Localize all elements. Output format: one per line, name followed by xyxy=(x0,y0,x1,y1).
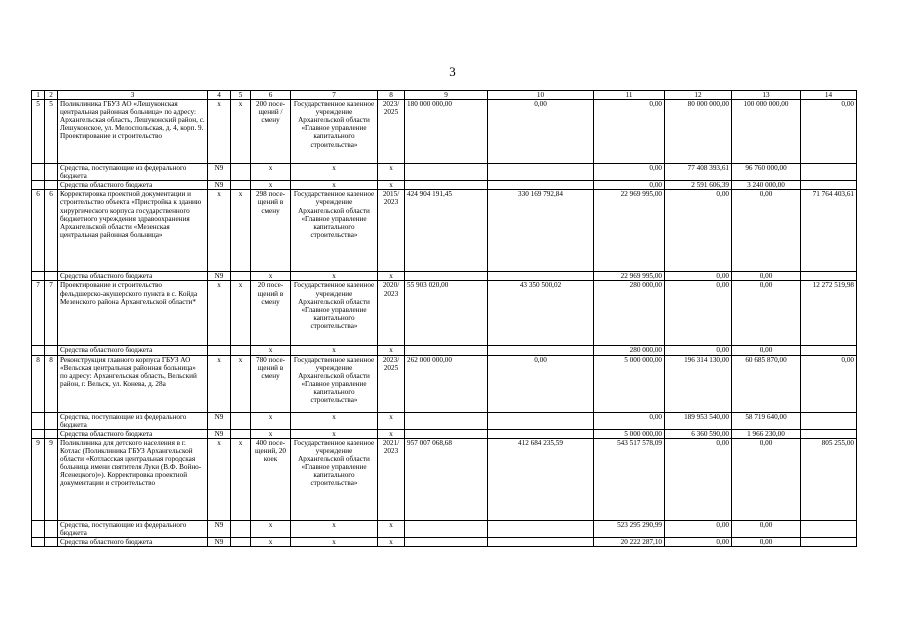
column-5 xyxy=(231,181,251,190)
object-number xyxy=(45,412,58,429)
column-4: N9 xyxy=(208,181,231,190)
column-4: N9 xyxy=(208,164,231,181)
amount-col-12: 77 408 393,61 xyxy=(665,164,732,181)
financed-before xyxy=(488,429,594,438)
object-number xyxy=(45,538,58,547)
object-name: Поликлиника ГБУЗ АО «Лешуконская центральная районная больница» по адресу: Архангельская область, Лешуконский район, с. Лешуконское, ул. Мелоспольская, д. 4, корп. 9. Проектирование и строительство xyxy=(58,100,208,164)
header-cell: 14 xyxy=(801,91,857,100)
budget-table xyxy=(31,90,857,547)
object-number xyxy=(45,346,58,355)
amount-col-11: 0,00 xyxy=(594,164,665,181)
total-cost xyxy=(405,520,488,537)
header-cell: 5 xyxy=(231,91,251,100)
object-number: 8 xyxy=(45,355,58,412)
amount-col-11: 543 517 578,09 xyxy=(594,438,665,520)
total-cost xyxy=(405,164,488,181)
total-cost: 180 000 000,00 xyxy=(405,100,488,164)
total-cost xyxy=(405,412,488,429)
remaining: 805 255,00 xyxy=(801,438,857,520)
capacity: х xyxy=(251,538,291,547)
header-cell: 1 xyxy=(32,91,45,100)
amount-col-12: 196 314 130,00 xyxy=(665,355,732,412)
period: х xyxy=(378,272,405,281)
amount-col-11: 0,00 xyxy=(594,181,665,190)
amount-col-12: 0,00 xyxy=(665,346,732,355)
object-name: Поликлиника для детского населения в г. Котлас (Поликлиника ГБУЗ Архангельской области «Котласская центральная городская больница имени святителя Луки (В.Ф. Войно-Ясенецкого)»). Корректировка проектной документации и строительство xyxy=(58,438,208,520)
object-name: Корректировка проектной документации и строительство объекта «Пристройка к зданию хирургического корпуса государственного бюджетного учреждения здравоохранения Архангельской области «Мезенская центральная районная больница» xyxy=(58,190,208,272)
column-4: N9 xyxy=(208,272,231,281)
amount-col-11: 523 295 290,99 xyxy=(594,520,665,537)
amount-col-12: 0,00 xyxy=(665,190,732,272)
header-cell: 9 xyxy=(405,91,488,100)
table-row-funding xyxy=(32,346,857,355)
object-name: Реконструкция главного корпуса ГБУЗ АО «Вельская центральная районная больница» по адресу: Архангельская область, Вельский район, г. Вельск, ул. Конева, д. 28а xyxy=(58,355,208,412)
amount-col-11: 0,00 xyxy=(594,100,665,164)
column-4: N9 xyxy=(208,429,231,438)
page-number: 3 xyxy=(449,64,456,79)
column-5 xyxy=(231,164,251,181)
amount-col-13: 3 240 000,00 xyxy=(732,181,801,190)
object-number xyxy=(45,272,58,281)
column-4: х xyxy=(208,355,231,412)
customer: Государственное казенное учреждение Архангельской области «Главное управление капитального строительства» xyxy=(291,355,378,412)
amount-col-12: 189 953 540,00 xyxy=(665,412,732,429)
table-row-object xyxy=(32,281,857,346)
header-cell: 4 xyxy=(208,91,231,100)
period: 2023/ 2025 xyxy=(378,100,405,164)
financed-before xyxy=(488,164,594,181)
customer: х xyxy=(291,346,378,355)
capacity: 298 посе-щений в смену xyxy=(251,190,291,272)
amount-col-11: 5 000 000,00 xyxy=(594,355,665,412)
object-number xyxy=(45,429,58,438)
customer: х xyxy=(291,429,378,438)
remaining xyxy=(801,272,857,281)
amount-col-12: 0,00 xyxy=(665,520,732,537)
customer: х xyxy=(291,164,378,181)
remaining xyxy=(801,181,857,190)
capacity: х xyxy=(251,346,291,355)
period: х xyxy=(378,181,405,190)
amount-col-13: 100 000 000,00 xyxy=(732,100,801,164)
amount-col-11: 22 969 995,00 xyxy=(594,272,665,281)
customer: Государственное казенное учреждение Архангельской области «Главное управление капитального строительства» xyxy=(291,281,378,346)
customer: Государственное казенное учреждение Архангельской области «Главное управление капитального строительства» xyxy=(291,190,378,272)
amount-col-13: 0,00 xyxy=(732,281,801,346)
table-row-object xyxy=(32,190,857,272)
column-5 xyxy=(231,520,251,537)
capacity: х xyxy=(251,181,291,190)
total-cost xyxy=(405,538,488,547)
table-row-funding xyxy=(32,538,857,547)
amount-col-13: 96 760 000,00 xyxy=(732,164,801,181)
row-number xyxy=(32,429,45,438)
financed-before: 43 350 500,02 xyxy=(488,281,594,346)
remaining xyxy=(801,164,857,181)
row-number xyxy=(32,520,45,537)
customer: х xyxy=(291,520,378,537)
period: х xyxy=(378,429,405,438)
row-number: 7 xyxy=(32,281,45,346)
row-number: 8 xyxy=(32,355,45,412)
capacity: х xyxy=(251,272,291,281)
remaining xyxy=(801,346,857,355)
remaining: 0,00 xyxy=(801,100,857,164)
customer: х xyxy=(291,538,378,547)
financed-before xyxy=(488,538,594,547)
row-number xyxy=(32,346,45,355)
column-4: х xyxy=(208,438,231,520)
object-number: 5 xyxy=(45,100,58,164)
amount-col-13: 0,00 xyxy=(732,272,801,281)
amount-col-13: 0,00 xyxy=(732,346,801,355)
object-name: Средства, поступающие из федерального бюджета xyxy=(58,164,208,181)
header-cell: 10 xyxy=(488,91,594,100)
amount-col-13: 0,00 xyxy=(732,520,801,537)
period: х xyxy=(378,538,405,547)
column-4: х xyxy=(208,100,231,164)
customer: х xyxy=(291,272,378,281)
object-name: Средства областного бюджета xyxy=(58,429,208,438)
table-row-funding xyxy=(32,520,857,537)
financed-before: 0,00 xyxy=(488,355,594,412)
row-number xyxy=(32,538,45,547)
table-row-funding xyxy=(32,272,857,281)
amount-col-11: 280 000,00 xyxy=(594,281,665,346)
object-name: Средства областного бюджета xyxy=(58,272,208,281)
customer: Государственное казенное учреждение Архангельской области «Главное управление капитального строительства» xyxy=(291,438,378,520)
header-cell: 8 xyxy=(378,91,405,100)
period: 2021/ 2023 xyxy=(378,438,405,520)
capacity: х xyxy=(251,412,291,429)
amount-col-13: 0,00 xyxy=(732,190,801,272)
capacity: 780 посе-щений в смену xyxy=(251,355,291,412)
column-5 xyxy=(231,429,251,438)
financed-before xyxy=(488,520,594,537)
amount-col-12: 80 000 000,00 xyxy=(665,100,732,164)
capacity: х xyxy=(251,520,291,537)
object-number: 6 xyxy=(45,190,58,272)
amount-col-13: 0,00 xyxy=(732,438,801,520)
amount-col-13: 60 685 870,00 xyxy=(732,355,801,412)
header-cell: 6 xyxy=(251,91,291,100)
total-cost: 55 903 020,00 xyxy=(405,281,488,346)
period: 2023/ 2025 xyxy=(378,355,405,412)
financed-before xyxy=(488,346,594,355)
capacity: 200 посе-щений /смену xyxy=(251,100,291,164)
table-row-funding xyxy=(32,412,857,429)
amount-col-13: 0,00 xyxy=(732,538,801,547)
table-row-funding xyxy=(32,429,857,438)
column-5: х xyxy=(231,438,251,520)
object-name: Средства областного бюджета xyxy=(58,538,208,547)
column-4: х xyxy=(208,281,231,346)
financed-before: 412 684 235,59 xyxy=(488,438,594,520)
capacity: 400 посе-щений, 20 коек xyxy=(251,438,291,520)
capacity: 20 посе-щений в смену xyxy=(251,281,291,346)
period: х xyxy=(378,346,405,355)
remaining xyxy=(801,520,857,537)
row-number xyxy=(32,412,45,429)
total-cost xyxy=(405,272,488,281)
financed-before xyxy=(488,412,594,429)
row-number xyxy=(32,164,45,181)
customer: Государственное казенное учреждение Архангельской области «Главное управление капитального строительства» xyxy=(291,100,378,164)
column-4: N9 xyxy=(208,520,231,537)
header-row xyxy=(32,91,857,100)
total-cost: 262 000 000,00 xyxy=(405,355,488,412)
period: х xyxy=(378,520,405,537)
amount-col-11: 22 969 995,00 xyxy=(594,190,665,272)
column-5 xyxy=(231,412,251,429)
total-cost xyxy=(405,429,488,438)
object-number xyxy=(45,181,58,190)
amount-col-11: 5 000 000,00 xyxy=(594,429,665,438)
header-cell: 11 xyxy=(594,91,665,100)
row-number xyxy=(32,272,45,281)
header-cell: 13 xyxy=(732,91,801,100)
remaining xyxy=(801,429,857,438)
customer: х xyxy=(291,412,378,429)
amount-col-12: 0,00 xyxy=(665,538,732,547)
total-cost xyxy=(405,181,488,190)
capacity: х xyxy=(251,164,291,181)
amount-col-13: 58 719 640,00 xyxy=(732,412,801,429)
customer: х xyxy=(291,181,378,190)
period: х xyxy=(378,164,405,181)
object-number: 7 xyxy=(45,281,58,346)
remaining: 12 272 519,98 xyxy=(801,281,857,346)
column-4: N9 xyxy=(208,538,231,547)
header-cell: 3 xyxy=(58,91,208,100)
column-5 xyxy=(231,346,251,355)
capacity: х xyxy=(251,429,291,438)
column-5 xyxy=(231,538,251,547)
object-name: Средства областного бюджета xyxy=(58,346,208,355)
remaining xyxy=(801,538,857,547)
amount-col-12: 2 591 606,39 xyxy=(665,181,732,190)
object-number: 9 xyxy=(45,438,58,520)
amount-col-11: 280 000,00 xyxy=(594,346,665,355)
header-cell: 12 xyxy=(665,91,732,100)
amount-col-11: 20 222 287,10 xyxy=(594,538,665,547)
table-row-object xyxy=(32,100,857,164)
amount-col-12: 0,00 xyxy=(665,438,732,520)
period: 2015/ 2023 xyxy=(378,190,405,272)
amount-col-11: 0,00 xyxy=(594,412,665,429)
amount-col-12: 0,00 xyxy=(665,272,732,281)
object-name: Проектирование и строительство фельдшерско-акушерского пункта в с. Койда Мезенского района Архангельской области* xyxy=(58,281,208,346)
financed-before: 0,00 xyxy=(488,100,594,164)
header-cell: 7 xyxy=(291,91,378,100)
amount-col-12: 0,00 xyxy=(665,281,732,346)
column-4 xyxy=(208,346,231,355)
object-name: Средства областного бюджета xyxy=(58,181,208,190)
remaining: 0,00 xyxy=(801,355,857,412)
financed-before xyxy=(488,181,594,190)
object-number xyxy=(45,164,58,181)
row-number: 5 xyxy=(32,100,45,164)
object-name: Средства, поступающие из федерального бюджета xyxy=(58,520,208,537)
row-number xyxy=(32,181,45,190)
amount-col-13: 1 966 230,00 xyxy=(732,429,801,438)
total-cost: 957 007 068,68 xyxy=(405,438,488,520)
object-name: Средства, поступающие из федерального бюджета xyxy=(58,412,208,429)
amount-col-12: 6 360 590,00 xyxy=(665,429,732,438)
remaining: 71 764 403,61 xyxy=(801,190,857,272)
column-4: N9 xyxy=(208,412,231,429)
column-5: х xyxy=(231,190,251,272)
table-row-funding xyxy=(32,181,857,190)
column-5: х xyxy=(231,281,251,346)
table-row-object xyxy=(32,355,857,412)
period: х xyxy=(378,412,405,429)
table-row-funding xyxy=(32,164,857,181)
financed-before: 330 169 792,84 xyxy=(488,190,594,272)
table-row-object xyxy=(32,438,857,520)
object-number xyxy=(45,520,58,537)
financed-before xyxy=(488,272,594,281)
period: 2020/ 2023 xyxy=(378,281,405,346)
column-4: х xyxy=(208,190,231,272)
header-cell: 2 xyxy=(45,91,58,100)
total-cost xyxy=(405,346,488,355)
row-number: 9 xyxy=(32,438,45,520)
total-cost: 424 904 191,45 xyxy=(405,190,488,272)
column-5: х xyxy=(231,100,251,164)
column-5: х xyxy=(231,355,251,412)
remaining xyxy=(801,412,857,429)
row-number: 6 xyxy=(32,190,45,272)
column-5 xyxy=(231,272,251,281)
